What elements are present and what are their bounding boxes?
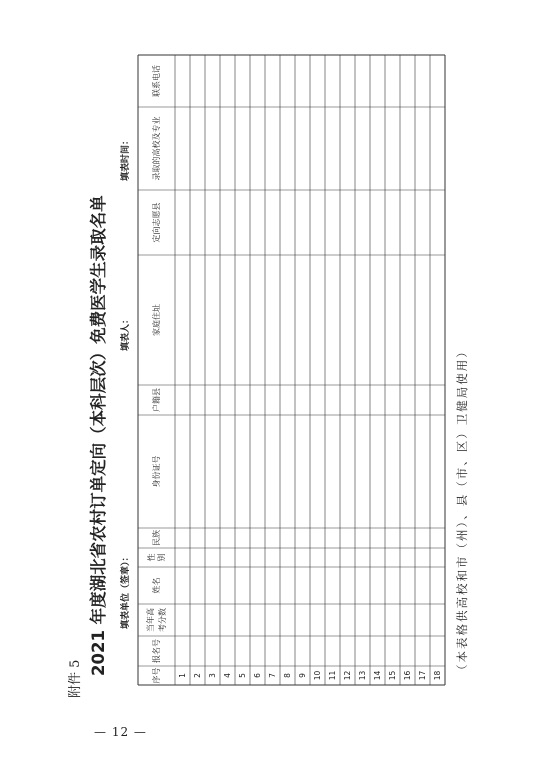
- footnote: （本表格供高校和市（州）、县（市、区）卫健局使用）: [455, 344, 469, 676]
- column-header: 定向志愿县: [152, 202, 161, 243]
- document-title: 2021 年度湖北省农村订单定向（本科层次）免费医学生录取名单: [89, 195, 108, 676]
- fill-time-label: 填表时间：: [121, 135, 131, 181]
- row-number: 17: [418, 670, 427, 681]
- row-number: 4: [223, 673, 232, 678]
- column-header: 户籍县: [152, 388, 161, 412]
- row-number: 7: [268, 673, 277, 678]
- column-header: 民族: [152, 530, 161, 546]
- row-number: 5: [238, 673, 247, 678]
- column-header: 序号: [152, 667, 161, 684]
- column-header: 联系电话: [152, 65, 161, 97]
- row-number: 14: [373, 670, 382, 681]
- row-number: 9: [298, 673, 307, 678]
- column-header: 家庭住址: [152, 304, 161, 336]
- row-number: 16: [403, 670, 412, 681]
- row-number: 18: [433, 670, 442, 681]
- page-number: — 12 —: [94, 725, 147, 739]
- row-number: 6: [253, 673, 262, 678]
- column-header: 姓名: [152, 577, 161, 594]
- column-header: 别: [157, 553, 166, 562]
- column-header: 录取的高校及专业: [152, 116, 161, 181]
- column-header: 报名号: [152, 639, 161, 663]
- column-header: 身份证号: [152, 455, 161, 488]
- fill-unit-label: 填表单位（签章）：: [121, 552, 131, 629]
- row-number: 1: [178, 673, 187, 678]
- row-number: 15: [388, 670, 397, 681]
- column-header: 当年高: [146, 608, 155, 632]
- row-number: 3: [208, 673, 217, 678]
- column-header: 性: [147, 553, 156, 562]
- row-number: 13: [358, 670, 367, 681]
- row-number: 8: [283, 673, 292, 678]
- row-number: 10: [313, 670, 322, 681]
- row-number: 2: [193, 673, 202, 678]
- row-number: 12: [343, 670, 352, 681]
- column-header: 考分数: [158, 608, 167, 632]
- attachment-label: 附件 5: [68, 659, 83, 698]
- row-number: 11: [328, 670, 337, 681]
- fill-person-label: 填表人：: [121, 314, 131, 351]
